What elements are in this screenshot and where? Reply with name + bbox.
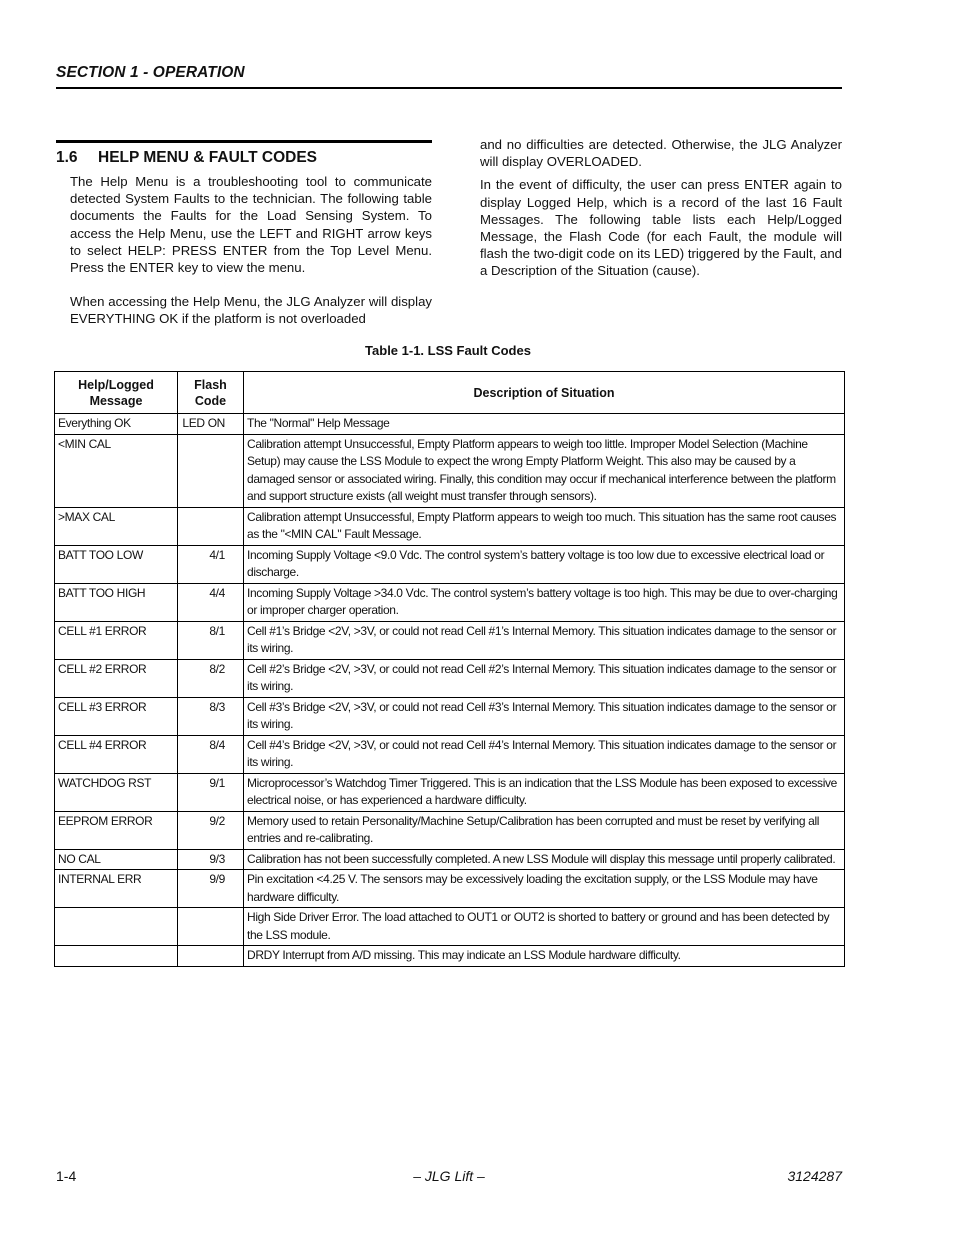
cell-message: CELL #1 ERROR [55, 621, 178, 659]
table-body [55, 414, 845, 967]
heading-rule [56, 140, 432, 143]
fault-codes-table [54, 371, 845, 967]
cell-flash-code: 4/4 [178, 583, 244, 621]
cell-message: CELL #2 ERROR [55, 659, 178, 697]
cell-flash-code: 9/3 [178, 849, 244, 870]
table-row [55, 545, 845, 583]
cell-message: EEPROM ERROR [55, 811, 178, 849]
cell-message: <MIN CAL [55, 434, 178, 507]
document-number: 3124287 [787, 1168, 842, 1184]
cell-message: >MAX CAL [55, 507, 178, 545]
cell-description: Pin excitation <4.25 V. The sensors may be excessively loading the excitation supply, or the LSS Module may have hardware difficulty. [244, 870, 845, 908]
table-row [55, 659, 845, 697]
cell-flash-code: 9/1 [178, 773, 244, 811]
cell-flash-code: 8/1 [178, 621, 244, 659]
table-row [55, 946, 845, 967]
cell-message [55, 946, 178, 967]
page-number: 1-4 [56, 1168, 77, 1184]
cell-description: The "Normal" Help Message [244, 414, 845, 435]
cell-description: Cell #1’s Bridge <2V, >3V, or could not read Cell #1’s Internal Memory. This situation indicates damage to the sensor or its wiring. [244, 621, 845, 659]
table-row [55, 773, 845, 811]
right-column [480, 136, 842, 280]
header-description: Description of Situation [244, 372, 845, 414]
table-row [55, 735, 845, 773]
header-message: Help/Logged Message [55, 372, 178, 414]
cell-description: Cell #4’s Bridge <2V, >3V, or could not read Cell #4’s Internal Memory. This situation indicates damage to the sensor or its wiring. [244, 735, 845, 773]
access-paragraph: When accessing the Help Menu, the JLG Analyzer will display EVERYTHING OK if the platform is not overloaded [70, 294, 432, 327]
cell-description: Calibration has not been successfully completed. A new LSS Module will display this message until properly calibrated. [244, 849, 845, 870]
table-row [55, 507, 845, 545]
left-column [56, 140, 432, 328]
cell-description: Cell #2’s Bridge <2V, >3V, or could not read Cell #2’s Internal Memory. This situation indicates damage to the sensor or its wiring. [244, 659, 845, 697]
table-row [55, 414, 845, 435]
cell-message: WATCHDOG RST [55, 773, 178, 811]
table-header-row [55, 372, 845, 414]
cell-message: CELL #3 ERROR [55, 697, 178, 735]
cell-description: Calibration attempt Unsuccessful, Empty Platform appears to weigh too much. This situation has the same root causes as the "<MIN CAL" Fault Message. [244, 507, 845, 545]
cell-message: BATT TOO LOW [55, 545, 178, 583]
footer-center: – JLG Lift – [413, 1168, 485, 1184]
page-header [56, 64, 842, 89]
cell-flash-code: 8/3 [178, 697, 244, 735]
cell-flash-code [178, 434, 244, 507]
cell-flash-code: 4/1 [178, 545, 244, 583]
cell-description: Calibration attempt Unsuccessful, Empty Platform appears to weigh too little. Improper Model Selection (Machine Setup) may cause the LSS Module to expect the wrong Empty Platform Weight. This also may be caused by a damaged sensor or associated wiring. Finally, this condition may occur if mechanical interference between the platform and support structure exists (all weight must transfer through sensors). [244, 434, 845, 507]
cell-flash-code [178, 908, 244, 946]
cell-message: BATT TOO HIGH [55, 583, 178, 621]
intro-paragraph: The Help Menu is a troubleshooting tool to communicate detected System Faults to the technician. The following table documents the Faults for the Load Sensing System. To access the Help Menu, use the LEFT and RIGHT arrow keys to select HELP: PRESS ENTER from the Top Level Menu. Press the ENTER key to view the menu. [70, 174, 432, 276]
cell-flash-code [178, 507, 244, 545]
cell-description: Incoming Supply Voltage <9.0 Vdc. The control system’s battery voltage is too low due to excessive electrical load or discharge. [244, 545, 845, 583]
table-row [55, 621, 845, 659]
cell-message: Everything OK [55, 414, 178, 435]
table-row [55, 434, 845, 507]
cell-flash-code: 8/2 [178, 659, 244, 697]
cell-message [55, 908, 178, 946]
cell-description: Microprocessor’s Watchdog Timer Triggered. This is an indication that the LSS Module has been exposed to excessive electrical noise, or has experienced a hardware difficulty. [244, 773, 845, 811]
table-row [55, 583, 845, 621]
section-number: 1.6 [56, 149, 78, 166]
logged-help-paragraph: In the event of difficulty, the user can press ENTER again to display Logged Help, which is a record of the last 16 Fault Messages. The following table lists each Help/Logged Message, the Flash Code (for each Fault, the module will flash the two-digit code on its LED) triggered by the Fault, and a Description of the Situation (cause). [480, 177, 842, 279]
cell-description: DRDY Interrupt from A/D missing. This may indicate an LSS Module hardware difficulty. [244, 946, 845, 967]
header-flash-code: Flash Code [178, 372, 244, 414]
table-row [55, 811, 845, 849]
table-row [55, 908, 845, 946]
cell-description: High Side Driver Error. The load attached to OUT1 or OUT2 is shorted to battery or ground and has been detected by the LSS module. [244, 908, 845, 946]
table-title: Table 1-1. LSS Fault Codes [365, 343, 531, 358]
continuation-paragraph: and no difficulties are detected. Otherwise, the JLG Analyzer will display OVERLOADED. [480, 137, 842, 170]
table-row [55, 870, 845, 908]
section-title: HELP MENU & FAULT CODES [98, 149, 318, 166]
cell-description: Memory used to retain Personality/Machine Setup/Calibration has been corrupted and must be reset by verifying all entries and re-calibrating. [244, 811, 845, 849]
table-row [55, 849, 845, 870]
cell-flash-code [178, 946, 244, 967]
cell-message: NO CAL [55, 849, 178, 870]
cell-flash-code: LED ON [178, 414, 244, 435]
section-heading [56, 149, 432, 167]
cell-flash-code: 9/2 [178, 811, 244, 849]
cell-description: Cell #3’s Bridge <2V, >3V, or could not read Cell #3’s Internal Memory. This situation indicates damage to the sensor or its wiring. [244, 697, 845, 735]
cell-flash-code: 8/4 [178, 735, 244, 773]
cell-flash-code: 9/9 [178, 870, 244, 908]
cell-message: INTERNAL ERR [55, 870, 178, 908]
table-row [55, 697, 845, 735]
cell-message: CELL #4 ERROR [55, 735, 178, 773]
cell-description: Incoming Supply Voltage >34.0 Vdc. The control system’s battery voltage is too high. This may be due to over-charging or improper charger operation. [244, 583, 845, 621]
section-label: SECTION 1 - OPERATION [56, 64, 245, 81]
